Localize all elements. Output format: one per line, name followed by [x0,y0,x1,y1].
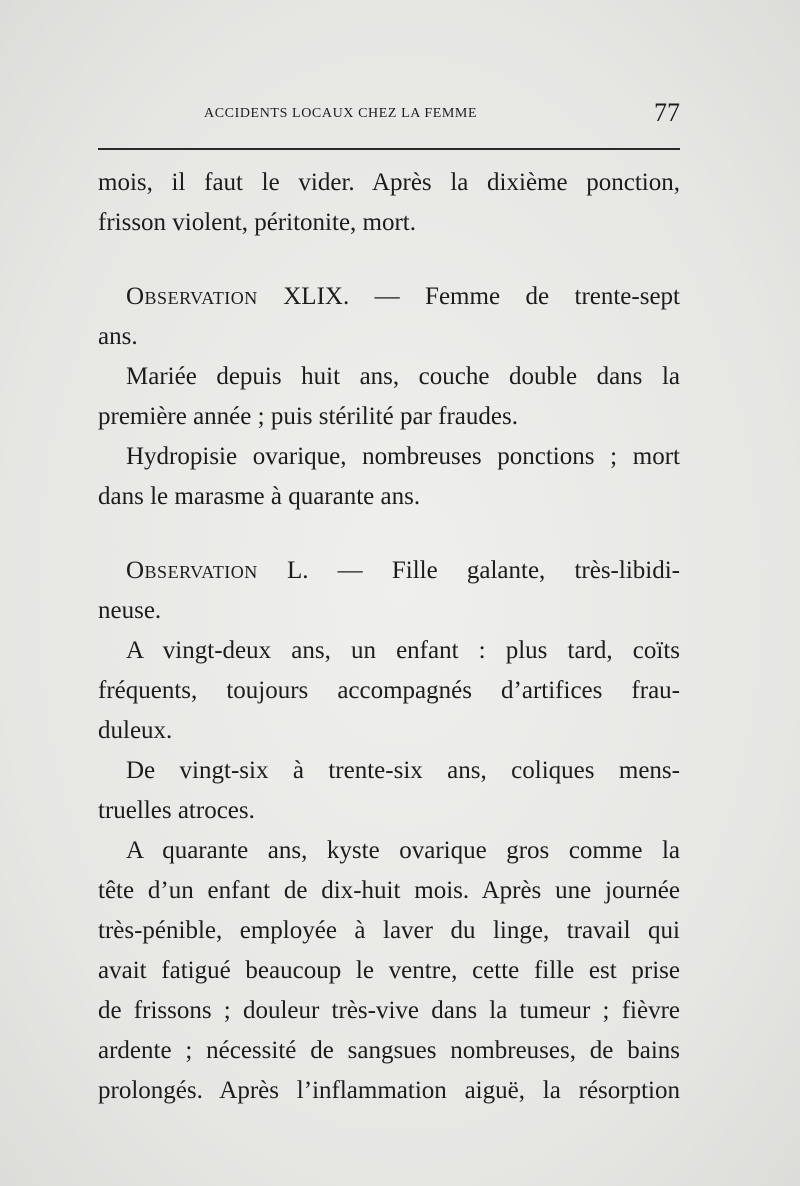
body-text [98,163,680,1111]
text-line: avait fatigué beaucoup le ventre, cette fille est prise [98,957,680,984]
text-line: De vingt-six à trente-six ans, coliques mens- [126,757,680,784]
text-line: neuse. [98,597,162,624]
header-rule [98,148,680,150]
text-line: dans le marasme à quarante ans. [98,483,421,510]
running-head [96,98,680,134]
text-line: Hydropisie ovarique, nombreuses ponctions ; mort [126,443,680,470]
text-line: fréquents, toujours accompagnés d’artifices frau- [98,677,680,704]
observation-heading [98,277,680,317]
text-line: de frissons ; douleur très-vive dans la tumeur ; fièvre [98,997,680,1024]
running-title: ACCIDENTS LOCAUX CHEZ LA FEMME [204,106,478,121]
observation-heading [98,551,680,591]
text-line: A vingt-deux ans, un enfant : plus tard, coïts [126,637,680,664]
text-line: ardente ; nécessité de sangsues nombreuses, de bains [98,1037,680,1064]
observation-title: XLIX. — Femme de trente-sept [257,283,680,310]
paragraph-gap [98,243,680,277]
text-line: mois, il faut le vider. Après la dixième ponction, [98,169,680,196]
observation-title: L. — Fille galante, très-libidi- [257,557,680,584]
text-line: très-pénible, employée à laver du linge, travail qui [98,917,680,944]
text-line: duleux. [98,717,173,744]
observation-label: Observation [126,283,258,310]
text-line: truelles atroces. [98,797,255,824]
text-line: tête d’un enfant de dix-huit mois. Après une journée [98,877,680,904]
text-line: frisson violent, péritonite, mort. [98,209,417,236]
text-line: A quarante ans, kyste ovarique gros comme la [126,837,680,864]
text-line: ans. [98,323,138,350]
page-number: 77 [654,98,680,127]
paragraph-gap [98,517,680,551]
observation-label: Observation [126,557,258,584]
text-line: première année ; puis stérilité par fraudes. [98,403,518,430]
text-line: prolongés. Après l’inflammation aiguë, la résorption [98,1077,680,1104]
text-line: Mariée depuis huit ans, couche double dans la [126,363,680,390]
